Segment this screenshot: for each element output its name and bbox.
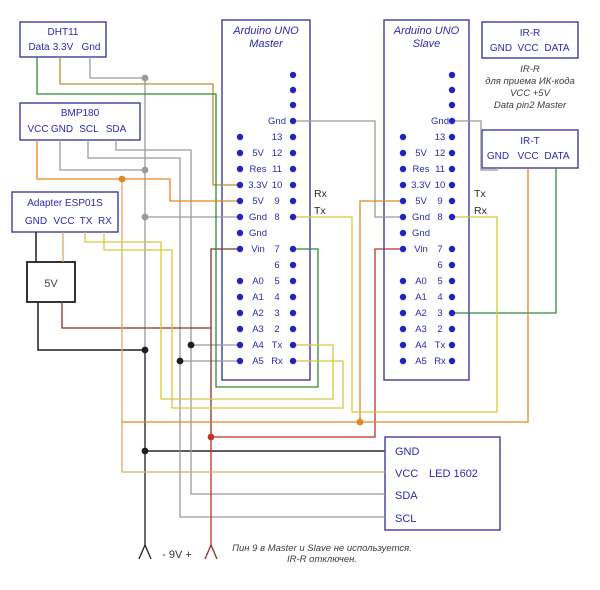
bmp180-pin-scl: SCL — [79, 124, 99, 135]
pin-dot — [400, 358, 406, 364]
psu-5v-label: 5V — [44, 278, 58, 290]
pin-number: 10 — [434, 180, 446, 191]
pin-dot — [449, 118, 455, 124]
pin-number: Rx — [271, 356, 283, 367]
pin-label: A1 — [252, 292, 264, 303]
pin-number: 11 — [435, 164, 445, 175]
junction-dot — [142, 167, 149, 174]
pin-number: 4 — [274, 292, 280, 303]
bmp180-title: BMP180 — [60, 108, 100, 119]
junction-dot — [142, 75, 149, 82]
pin-dot — [290, 246, 296, 252]
slave-serial-label: Rx — [474, 205, 487, 217]
pin-dot — [400, 214, 406, 220]
pin-number: 7 — [274, 244, 280, 255]
master-subtitle: Master — [249, 38, 283, 50]
pin-label: Gnd — [431, 116, 449, 127]
pin-label: Gnd — [268, 116, 286, 127]
pin-label: A3 — [252, 324, 264, 335]
pin-dot — [290, 358, 296, 364]
pin-dot — [290, 102, 296, 108]
pin-dot — [290, 182, 296, 188]
pin-number: 3 — [274, 308, 280, 319]
pin-number: Tx — [271, 340, 283, 351]
footnote-line1: Пин 9 в Master и Slave не используется. — [232, 543, 412, 554]
pin-label: 5V — [252, 196, 264, 207]
pin-dot — [290, 326, 296, 332]
pin-number: 12 — [271, 148, 283, 159]
pin-label: Vin — [414, 244, 428, 255]
pin-dot — [449, 310, 455, 316]
pin-label: Vin — [251, 244, 265, 255]
pin-dot — [400, 182, 406, 188]
pin-label: Gnd — [249, 212, 267, 223]
battery-terminal-fork — [139, 545, 151, 559]
ir-r-note-line1: IR-R — [520, 64, 540, 75]
ir-r-note-line3: VCC +5V — [510, 88, 550, 99]
ir-r-pin-vcc: VCC — [517, 43, 539, 54]
slave-subtitle: Slave — [412, 38, 441, 50]
pin-dot — [449, 87, 455, 93]
junction-dot — [142, 448, 149, 455]
battery-label: - 9V + — [162, 549, 192, 561]
junction-dot — [177, 358, 184, 365]
ir-t-pin-data: DATA — [544, 151, 570, 162]
dht11-pin-gnd: Gnd — [81, 42, 101, 53]
dht11-pin-33v: 3.3V — [52, 42, 74, 53]
pin-dot — [449, 214, 455, 220]
pin-dot — [449, 198, 455, 204]
pin-number: 2 — [274, 324, 280, 335]
pin-dot — [290, 342, 296, 348]
esp01s-title: Adapter ESP01S — [27, 198, 103, 209]
pin-dot — [449, 102, 455, 108]
junction-dot — [188, 342, 195, 349]
pin-dot — [400, 166, 406, 172]
pin-label: A4 — [415, 340, 427, 351]
pin-dot — [237, 166, 243, 172]
ir-t-pin-vcc: VCC — [517, 151, 539, 162]
led1602-pin-gnd: GND — [395, 446, 420, 458]
pin-dot — [290, 72, 296, 78]
pin-dot — [237, 150, 243, 156]
pin-label: Gnd — [412, 228, 430, 239]
pin-dot — [400, 230, 406, 236]
pin-number: 4 — [437, 292, 443, 303]
pin-dot — [290, 150, 296, 156]
pin-dot — [237, 198, 243, 204]
pin-label: 5V — [415, 196, 427, 207]
ir-r-note-line4: Data pin2 Master — [493, 100, 567, 111]
pin-label: A1 — [415, 292, 427, 303]
pin-dot — [400, 326, 406, 332]
master-serial-label: Rx — [314, 188, 327, 200]
pin-dot — [449, 326, 455, 332]
dht11-title: DHT11 — [47, 27, 79, 38]
pin-label: 5V — [415, 148, 427, 159]
dht11-pin-data: Data — [28, 42, 50, 53]
pin-dot — [290, 87, 296, 93]
junction-dot — [142, 347, 149, 354]
esp01s-pin-gnd: GND — [24, 216, 48, 227]
pin-dot — [237, 278, 243, 284]
pin-label: A4 — [252, 340, 264, 351]
junction-dot — [119, 176, 126, 183]
pin-dot — [237, 342, 243, 348]
pin-dot — [400, 278, 406, 284]
bmp180-pin-vcc: VCC — [27, 124, 49, 135]
master-board-outline — [222, 20, 310, 380]
pin-dot — [237, 294, 243, 300]
pin-number: 5 — [437, 276, 443, 287]
pin-number: 5 — [274, 276, 280, 287]
pin-dot — [449, 72, 455, 78]
pin-dot — [400, 310, 406, 316]
component-boxes — [12, 22, 578, 530]
pin-dot — [449, 246, 455, 252]
pin-label: 5V — [252, 148, 264, 159]
pin-number: Tx — [434, 340, 446, 351]
pin-dot — [449, 166, 455, 172]
pin-label: 3.3V — [248, 180, 268, 191]
pin-label: A3 — [415, 324, 427, 335]
pin-label: A5 — [252, 356, 264, 367]
wire — [452, 168, 556, 313]
ir-t-title: IR-T — [520, 136, 540, 147]
pin-dot — [237, 230, 243, 236]
pin-dot — [237, 182, 243, 188]
pin-number: 13 — [271, 132, 283, 143]
pin-dot — [237, 134, 243, 140]
pin-dot — [290, 198, 296, 204]
pin-number: Rx — [434, 356, 446, 367]
footnote-line2: IR-R отключен. — [287, 554, 357, 565]
pin-dot — [290, 294, 296, 300]
pin-dot — [290, 310, 296, 316]
pin-label: A5 — [415, 356, 427, 367]
pin-dot — [449, 358, 455, 364]
pin-number: 2 — [437, 324, 443, 335]
pin-dot — [290, 262, 296, 268]
slave-serial-label: Tx — [474, 188, 486, 200]
wire — [37, 140, 122, 179]
pin-label: A0 — [252, 276, 264, 287]
esp01s-pin-tx: TX — [79, 216, 93, 227]
pin-dot — [237, 310, 243, 316]
led1602-pin-vcc: VCC — [395, 468, 419, 480]
pin-dot — [237, 326, 243, 332]
junction-dot — [208, 434, 215, 441]
pin-dot — [237, 214, 243, 220]
pin-dot — [290, 278, 296, 284]
pin-dot — [237, 358, 243, 364]
pin-number: 3 — [437, 308, 443, 319]
pin-label: Gnd — [412, 212, 430, 223]
pin-dot — [290, 166, 296, 172]
pin-dot — [237, 246, 243, 252]
pin-label: A2 — [415, 308, 427, 319]
bmp180-pin-gnd: GND — [50, 124, 74, 135]
pin-dot — [449, 150, 455, 156]
master-title: Arduino UNO — [233, 25, 299, 37]
pin-label: 3.3V — [411, 180, 431, 191]
pin-number: 7 — [437, 244, 443, 255]
pin-number: 13 — [434, 132, 446, 143]
wire — [60, 140, 145, 170]
pin-dot — [400, 198, 406, 204]
esp01s-pin-rx: RX — [98, 216, 112, 227]
wire — [293, 217, 497, 412]
pin-dot — [449, 294, 455, 300]
pin-dot — [400, 150, 406, 156]
wire — [360, 201, 403, 422]
pin-dot — [449, 342, 455, 348]
wire — [90, 57, 145, 78]
pin-dot — [449, 278, 455, 284]
pin-number: 8 — [274, 212, 280, 223]
wire — [104, 232, 343, 408]
pin-dot — [449, 134, 455, 140]
pin-dot — [449, 262, 455, 268]
wire — [38, 302, 145, 350]
esp01s-pin-vcc: VCC — [53, 216, 75, 227]
junction-dots-layer — [119, 75, 364, 455]
pin-label: A0 — [415, 276, 427, 287]
junction-dot — [357, 419, 364, 426]
bmp180-pin-sda: SDA — [105, 124, 127, 135]
ir-r-note-line2: для приема ИК-кода — [485, 76, 575, 87]
pin-number: 12 — [434, 148, 446, 159]
battery-terminal-fork — [205, 545, 217, 559]
pin-label: Res — [412, 164, 430, 175]
pin-number: 6 — [274, 260, 280, 271]
pin-number: 6 — [437, 260, 443, 271]
master-serial-label: Tx — [314, 205, 326, 217]
ir-t-pin-gnd: GND — [486, 151, 510, 162]
pin-dot — [290, 214, 296, 220]
pin-number: 9 — [437, 196, 443, 207]
pin-dot — [400, 294, 406, 300]
slave-title: Arduino UNO — [393, 25, 460, 37]
pin-label: Gnd — [249, 228, 267, 239]
junction-dot — [142, 214, 149, 221]
pin-dot — [290, 134, 296, 140]
pin-number: 11 — [272, 164, 282, 175]
pin-dot — [400, 134, 406, 140]
pin-dot — [400, 342, 406, 348]
led1602-pin-scl: SCL — [395, 513, 417, 525]
pin-label: A2 — [252, 308, 264, 319]
ir-r-title: IR-R — [519, 28, 541, 39]
pin-number: 8 — [437, 212, 443, 223]
wire — [62, 302, 211, 328]
pin-label: Res — [249, 164, 267, 175]
led1602-label: LED 1602 — [429, 468, 478, 480]
ir-r-pin-data: DATA — [544, 43, 570, 54]
ir-r-pin-gnd: GND — [489, 43, 513, 54]
pin-number: 10 — [271, 180, 283, 191]
pin-dot — [290, 118, 296, 124]
pin-number: 9 — [274, 196, 280, 207]
pin-dot — [400, 246, 406, 252]
led1602-pin-sda: SDA — [395, 490, 418, 502]
pin-dot — [449, 182, 455, 188]
